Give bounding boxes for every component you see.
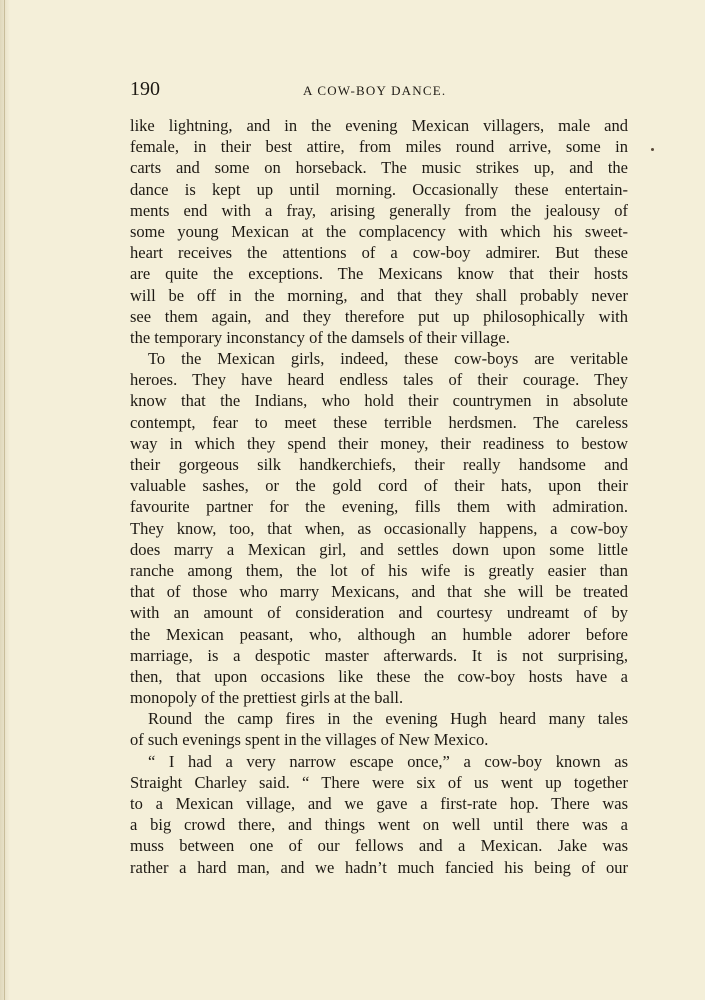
text-line: like lightning, and in the evening Mexican villagers, male and [130,116,628,135]
text-line: way in which they spend their money, their readiness to bestow [130,433,628,453]
text-line: “ I had a very narrow escape once,” a cow-boy known as [148,751,628,771]
margin-speck [651,148,654,151]
text-line: some young Mexican at the complacency with which his sweet- [130,221,628,241]
text-line: They know, too, that when, as occasionally happens, a cow-boy [130,518,628,538]
text-line: ments end with a fray, arising generally from the jealousy of [130,200,628,220]
text-line: does marry a Mexican girl, and settles down upon some little [130,539,628,559]
text-line: the temporary inconstancy of the damsels of their village. [130,327,510,347]
text-line: with an amount of consideration and courtesy undreamt of by [130,603,628,623]
text-line: are quite the exceptions. The Mexicans know that their hosts [130,264,628,284]
text-line: valuable sashes, or the gold cord of their hats, upon their [130,476,628,496]
text-line: female, in their best attire, from miles round arrive, some in [130,137,628,157]
text-line: muss between one of our fellows and a Mexican. Jake was [130,836,628,856]
text-line: favourite partner for the evening, fills them with admiration. [130,497,628,517]
text-line: rather a hard man, and we hadn’t much fancied his being of our [130,857,628,877]
page-edge-shadow [0,0,10,1000]
page-edge-line [4,0,5,1000]
text-line: to a Mexican village, and we gave a first-rate hop. There was [130,794,628,813]
page-header [130,77,628,103]
text-line: dance is kept up until morning. Occasionally these entertain- [130,179,628,199]
text-line: their gorgeous silk handkerchiefs, their really handsome and [130,455,628,474]
text-line: see them again, and they therefore put up philosophically with [130,306,628,326]
running-head: A COW-BOY DANCE. [303,83,447,98]
text-line: ranche among them, the lot of his wife is greatly easier than [130,560,628,580]
text-line: marriage, is a despotic master afterwards. It is not surprising, [130,645,628,665]
text-line: contempt, fear to meet these terrible herdsmen. The careless [130,412,628,432]
text-line: Straight Charley said. “ There were six of us went up together [130,772,628,792]
text-line: Round the camp fires in the evening Hugh heard many tales [148,709,628,729]
text-line: will be off in the morning, and that they shall probably never [130,285,628,305]
text-line: that of those who marry Mexicans, and that she will be treated [130,582,628,602]
text-line: know that the Indians, who hold their countrymen in absolute [130,391,628,411]
text-line: heart receives the attentions of a cow-boy admirer. But these [130,243,628,263]
text-line: the Mexican peasant, who, although an humble adorer before [130,624,628,644]
text-line: then, that upon occasions like these the cow-boy hosts have a [130,666,628,686]
text-line: heroes. They have heard endless tales of their courage. They [130,370,628,390]
text-line: To the Mexican girls, indeed, these cow-boys are veritable [148,349,628,369]
text-line: monopoly of the prettiest girls at the ball. [130,688,404,708]
text-line: carts and some on horseback. The music strikes up, and the [130,158,628,178]
body-text [130,115,628,878]
page-number: 190 [130,78,160,100]
text-line: of such evenings spent in the villages of New Mexico. [130,730,489,750]
text-line: a big crowd there, and things went on well until there was a [130,815,628,835]
